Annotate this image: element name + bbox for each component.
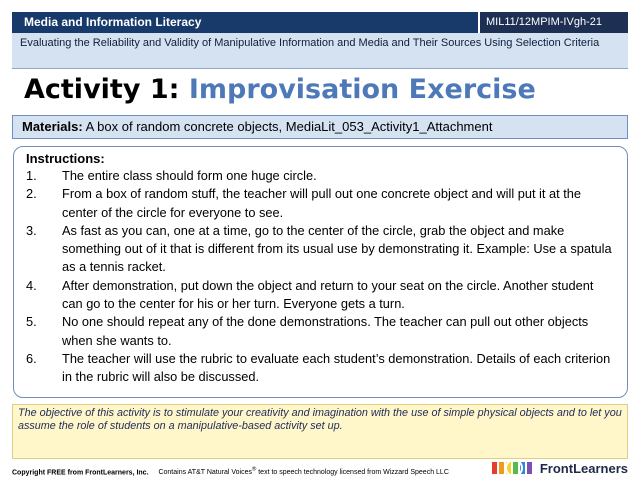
- step-text: As fast as you can, one at a time, go to the center of the circle, grab the object and make something out of it that is different from its usual use by demonstrating it. Example: Use a spatula as a tennis racket.: [62, 222, 612, 275]
- voices-text-end: text to speech technology licensed from Wizzard Speech LLC: [256, 469, 449, 477]
- step-number: 2.: [26, 186, 37, 202]
- step-number: 4.: [26, 277, 37, 293]
- instructions-box: [13, 146, 628, 398]
- instructions-heading: Instructions:: [26, 151, 105, 166]
- activity-name: Improvisation Exercise: [188, 74, 536, 105]
- list-item: [26, 167, 617, 185]
- list-item: [26, 185, 617, 222]
- voices-notice: [158, 469, 448, 476]
- step-text: From a box of random stuff, the teacher will pull out one concrete object and will put it at the center of the circle for everyone to see.: [62, 186, 582, 220]
- list-item: [26, 313, 617, 350]
- voices-text: Contains AT&T Natural Voices: [158, 469, 252, 477]
- copyright-text: Copyright FREE from FrontLearners, Inc.: [12, 469, 149, 477]
- materials-box: [12, 115, 628, 139]
- step-number: 6.: [26, 350, 37, 366]
- registered-mark: ®: [251, 467, 257, 473]
- frontlearners-logo-icon: [490, 459, 538, 477]
- topic-subtitle: Evaluating the Reliability and Validity of Manipulative Information and Media and Their Sources Using Selection Criteria: [12, 33, 628, 69]
- objective-note: The objective of this activity is to stimulate your creativity and imagination with the use of simple physical objects and to let you assume the role of students on a manipulative-based activity set up.: [12, 404, 628, 459]
- step-number: 3.: [26, 222, 37, 238]
- header-bar: [12, 12, 628, 33]
- list-item: [26, 350, 617, 387]
- brand-name: FrontLearners: [539, 460, 628, 476]
- step-text: After demonstration, put down the object and return to your seat on the circle. Another student can go to the center for his or her turn. Everyone gets a turn.: [62, 277, 594, 312]
- step-text: No one should repeat any of the done demonstrations. The teacher can pull out other objects when she wants to.: [62, 314, 589, 348]
- brand-logo: [490, 458, 628, 478]
- activity-number: Activity 1:: [24, 74, 180, 105]
- page-title: [24, 74, 536, 105]
- subject-title: Media and Information Literacy: [24, 15, 202, 29]
- competency-code: MIL11/12MPIM-IVgh-21: [478, 12, 628, 33]
- list-item: [26, 277, 617, 314]
- step-text: The entire class should form one huge circle.: [62, 168, 317, 183]
- step-number: 5.: [26, 314, 37, 330]
- materials-label: Materials:: [22, 119, 83, 134]
- materials-text: A box of random concrete objects, MediaLit_053_Activity1_Attachment: [85, 119, 493, 134]
- step-number: 1.: [26, 168, 37, 183]
- step-text: The teacher will use the rubric to evaluate each student’s demonstration. Details of each criterion in the rubric will also be discussed.: [62, 350, 611, 385]
- list-item: [26, 222, 617, 277]
